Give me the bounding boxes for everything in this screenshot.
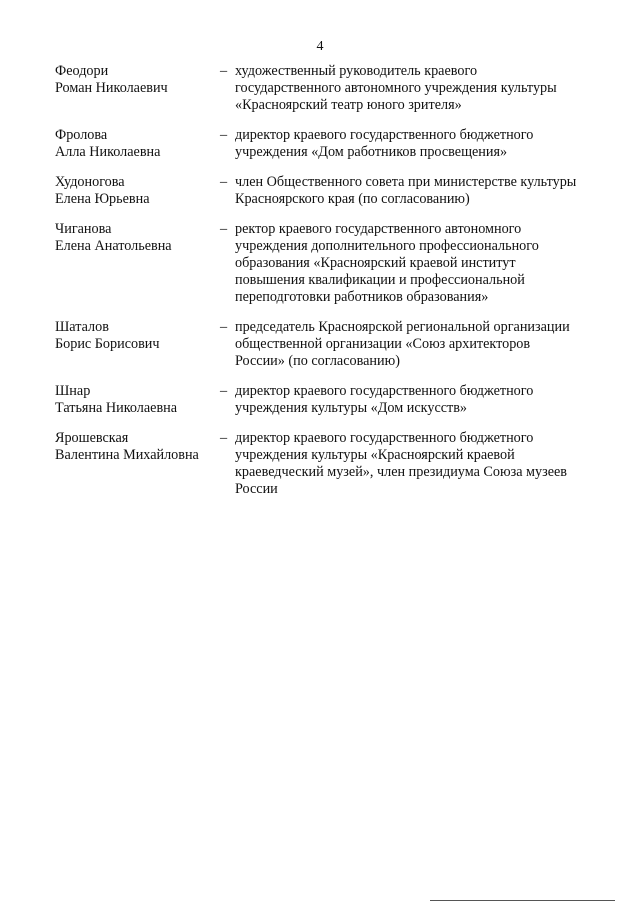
members-list	[55, 63, 595, 511]
member-name	[55, 319, 220, 353]
dash-separator: –	[220, 63, 228, 79]
position-line: директор краевого государственного бюджетного	[235, 383, 534, 399]
position-line: повышения квалификации и профессиональной	[235, 272, 525, 288]
member-given-names: Борис Борисович	[55, 336, 160, 352]
member-surname: Ярошевская	[55, 430, 129, 446]
position-line: учреждения культуры «Дом искусств»	[235, 400, 468, 416]
position-line: член Общественного совета при министерстве культуры	[235, 174, 577, 190]
scan-edge-line	[430, 900, 615, 901]
member-given-names: Елена Анатольевна	[55, 238, 172, 254]
member-name	[55, 383, 220, 417]
position-line: переподготовки работников образования»	[235, 289, 489, 305]
dash-separator: –	[220, 221, 228, 237]
position-line: образования «Красноярский краевой институт	[235, 255, 516, 271]
member-surname: Шаталов	[55, 319, 109, 335]
member-position	[235, 319, 595, 370]
position-line: председатель Красноярской региональной организации	[235, 319, 570, 335]
member-surname: Фролова	[55, 127, 108, 143]
dash-separator: –	[220, 174, 228, 190]
dash-separator: –	[220, 430, 228, 446]
position-line: учреждения дополнительного профессионального	[235, 238, 539, 254]
member-name	[55, 221, 220, 255]
member-position	[235, 63, 595, 114]
position-line: художественный руководитель краевого	[235, 63, 478, 79]
member-name	[55, 430, 220, 464]
position-line: директор краевого государственного бюджетного	[235, 430, 534, 446]
member-entry	[55, 174, 595, 208]
position-line: общественной организации «Союз архитекторов	[235, 336, 531, 352]
position-line: ректор краевого государственного автономного	[235, 221, 522, 237]
member-name	[55, 127, 220, 161]
member-given-names: Татьяна Николаевна	[55, 400, 178, 416]
member-entry	[55, 383, 595, 417]
member-surname: Феодори	[55, 63, 109, 79]
position-line: директор краевого государственного бюджетного	[235, 127, 534, 143]
member-entry	[55, 63, 595, 114]
position-line: «Красноярский театр юного зрителя»	[235, 97, 462, 113]
member-position	[235, 430, 595, 498]
member-position	[235, 127, 595, 161]
position-line: России» (по согласованию)	[235, 353, 400, 369]
member-given-names: Алла Николаевна	[55, 144, 161, 160]
member-entry	[55, 221, 595, 306]
dash-separator: –	[220, 383, 228, 399]
page-number: 4	[316, 39, 324, 54]
dash-separator: –	[220, 127, 228, 143]
member-given-names: Валентина Михайловна	[55, 447, 199, 463]
member-position	[235, 383, 595, 417]
member-surname: Чиганова	[55, 221, 112, 237]
position-line: государственного автономного учреждения культуры	[235, 80, 557, 96]
member-surname: Худоногова	[55, 174, 125, 190]
position-line: учреждения культуры «Красноярский краевой	[235, 447, 515, 463]
member-given-names: Елена Юрьевна	[55, 191, 150, 207]
position-line: учреждения «Дом работников просвещения»	[235, 144, 508, 160]
member-name	[55, 174, 220, 208]
member-entry	[55, 127, 595, 161]
member-position	[235, 174, 595, 208]
position-line: краеведческий музей», член президиума Союза музеев	[235, 464, 568, 480]
dash-separator: –	[220, 319, 228, 335]
position-line: России	[235, 481, 278, 497]
member-position	[235, 221, 595, 306]
member-entry	[55, 319, 595, 370]
member-surname: Шнар	[55, 383, 91, 399]
member-given-names: Роман Николаевич	[55, 80, 168, 96]
member-entry	[55, 430, 595, 498]
member-name	[55, 63, 220, 97]
position-line: Красноярского края (по согласованию)	[235, 191, 470, 207]
